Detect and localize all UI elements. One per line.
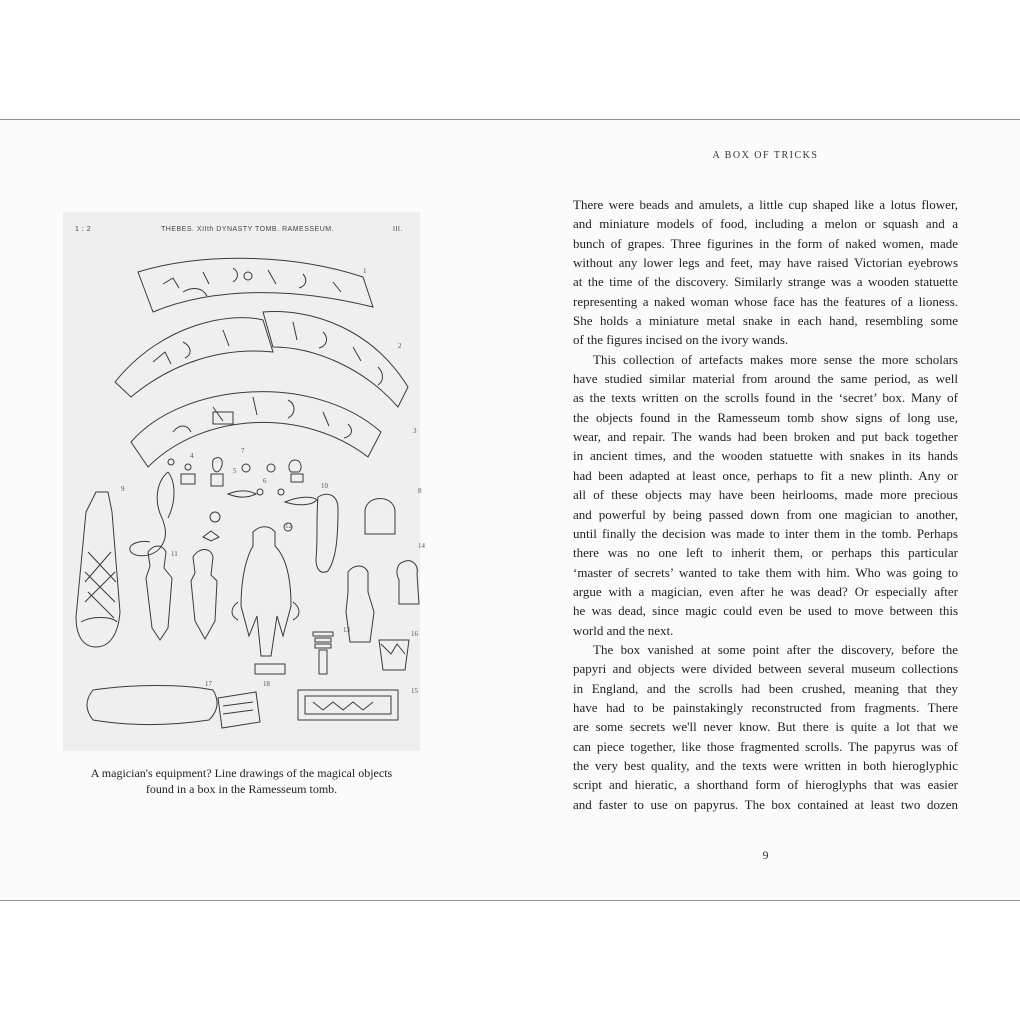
text-line: without any lower legs and feet, may have raised Victorian eyebrows bbox=[573, 255, 958, 271]
female-figurines bbox=[146, 527, 299, 674]
page-number: 9 bbox=[762, 848, 769, 862]
text-line: and miniature models of food, including a melon or squash and a bbox=[573, 216, 958, 232]
text-line: of the figures incised on the ivory wands. bbox=[573, 332, 789, 348]
ivory-wand-3 bbox=[131, 392, 381, 467]
object-number: 5 bbox=[233, 467, 237, 475]
object-number: 3 bbox=[413, 427, 417, 435]
text-line: representing a naked woman whose face has the features of a lioness. bbox=[573, 293, 958, 309]
text-line: ‘master of secrets’ wanted to take them with him. Who was going to bbox=[573, 564, 958, 580]
ivory-wand-1 bbox=[138, 258, 373, 312]
lotus-cup bbox=[379, 640, 409, 670]
text-line: there was no one left to inherit them, or perhaps this particular bbox=[573, 545, 958, 561]
object-number: 8 bbox=[418, 487, 422, 495]
object-number: 13 bbox=[343, 626, 350, 634]
text-line: all of these objects may have been heirlooms, made more precious bbox=[573, 487, 958, 503]
object-number: 16 bbox=[411, 630, 418, 638]
object-number: 17 bbox=[205, 680, 212, 688]
text-line: and powerful by being passed down from one magician to another, bbox=[573, 506, 958, 522]
text-line: he was dead, since magic could even be used to move between this bbox=[573, 603, 958, 619]
object-number: 9 bbox=[121, 485, 125, 493]
text-line: There were beads and amulets, a little cup shaped like a lotus flower, bbox=[573, 197, 958, 212]
text-line: and faster to use on papyrus. The box contained at least two dozen bbox=[573, 796, 958, 812]
text-line: She holds a miniature metal snake in each hand, resembling some bbox=[573, 313, 958, 329]
bottom-objects bbox=[87, 686, 398, 729]
illustration-plate bbox=[63, 212, 425, 751]
object-number: 2 bbox=[398, 342, 402, 350]
plate-scale: 1 : 2 bbox=[75, 226, 92, 233]
object-number: 6 bbox=[263, 477, 267, 485]
decorated-handle bbox=[76, 492, 120, 647]
lion-statuette bbox=[346, 561, 419, 642]
caption-line: A magician's equipment? Line drawings of the magical objects bbox=[90, 766, 393, 780]
caption-line: found in a box in the Ramesseum tomb. bbox=[145, 782, 338, 796]
text-line: at the time of the discovery. Similarly strange was a wooden statuette bbox=[573, 274, 958, 290]
object-number: 1 bbox=[363, 267, 367, 275]
text-line: in England, and the scrolls had been crushed, meaning that they bbox=[573, 680, 958, 696]
object-number: 4 bbox=[190, 452, 194, 460]
body-text bbox=[573, 195, 958, 814]
text-line: have studied similar material from around the same period, as well bbox=[573, 371, 958, 387]
ivory-wand-2 bbox=[115, 312, 408, 407]
text-line: until finally the decision was made to inter them in the tomb. Perhaps bbox=[573, 525, 958, 541]
text-line: can piece together, like those fragmented scrolls. The papyrus was of bbox=[573, 738, 958, 754]
text-line: the very best quality, and the texts were written in both hieroglyphic bbox=[573, 757, 958, 773]
text-line: the objects found in the Ramesseum tomb show signs of long use, bbox=[573, 409, 958, 425]
object-number: 15 bbox=[411, 687, 418, 695]
running-head: A BOX OF TRICKS bbox=[712, 150, 819, 161]
text-line: in ancient times, and the wooden statuette with snakes in its hands bbox=[573, 448, 958, 464]
text-line: are some secrets we'll never know. But there is quite a lot that we bbox=[573, 719, 958, 735]
text-line: script and hieratic, a shorthand form of hieroglyphs that was easier bbox=[573, 777, 958, 793]
small-amulets bbox=[181, 458, 317, 541]
text-line: This collection of artefacts makes more sense the more scholars bbox=[593, 351, 958, 367]
text-line: as the texts written on the scrolls found in the ‘secret’ box. Many of bbox=[573, 390, 958, 406]
text-line: bunch of grapes. Three figurines in the form of naked women, made bbox=[573, 235, 958, 251]
magical-objects-drawing bbox=[63, 212, 420, 751]
text-line: world and the next. bbox=[573, 622, 674, 638]
object-number: 11 bbox=[171, 550, 178, 558]
text-line: The box vanished at some point after the discovery, before the bbox=[593, 641, 958, 657]
text-line: wear, and repair. The wands had been broken and put back together bbox=[573, 429, 958, 445]
text-line: have had to be painstakingly reconstructed from fragments. There bbox=[573, 699, 958, 715]
plate-number: III. bbox=[393, 226, 403, 233]
text-line: papyri and objects were divided between several museum collections bbox=[573, 661, 958, 677]
dome-object bbox=[365, 499, 395, 535]
object-number: 7 bbox=[241, 447, 245, 455]
melon-model bbox=[316, 494, 338, 572]
text-line: argue with a magician, even after he was dead? Or especially after bbox=[573, 583, 958, 599]
object-number: 12 bbox=[285, 522, 292, 530]
object-number: 14 bbox=[418, 542, 425, 550]
figure-caption bbox=[63, 765, 420, 797]
djed-pillar bbox=[313, 632, 333, 674]
object-number: 10 bbox=[321, 482, 328, 490]
plate-title: THEBES. XIIth DYNASTY TOMB. RAMESSEUM. bbox=[161, 226, 335, 233]
object-number: 18 bbox=[263, 680, 270, 688]
cobra-figure bbox=[130, 459, 174, 556]
text-line: had been adapted at least once, perhaps to fit a new plinth. Any or bbox=[573, 467, 958, 483]
